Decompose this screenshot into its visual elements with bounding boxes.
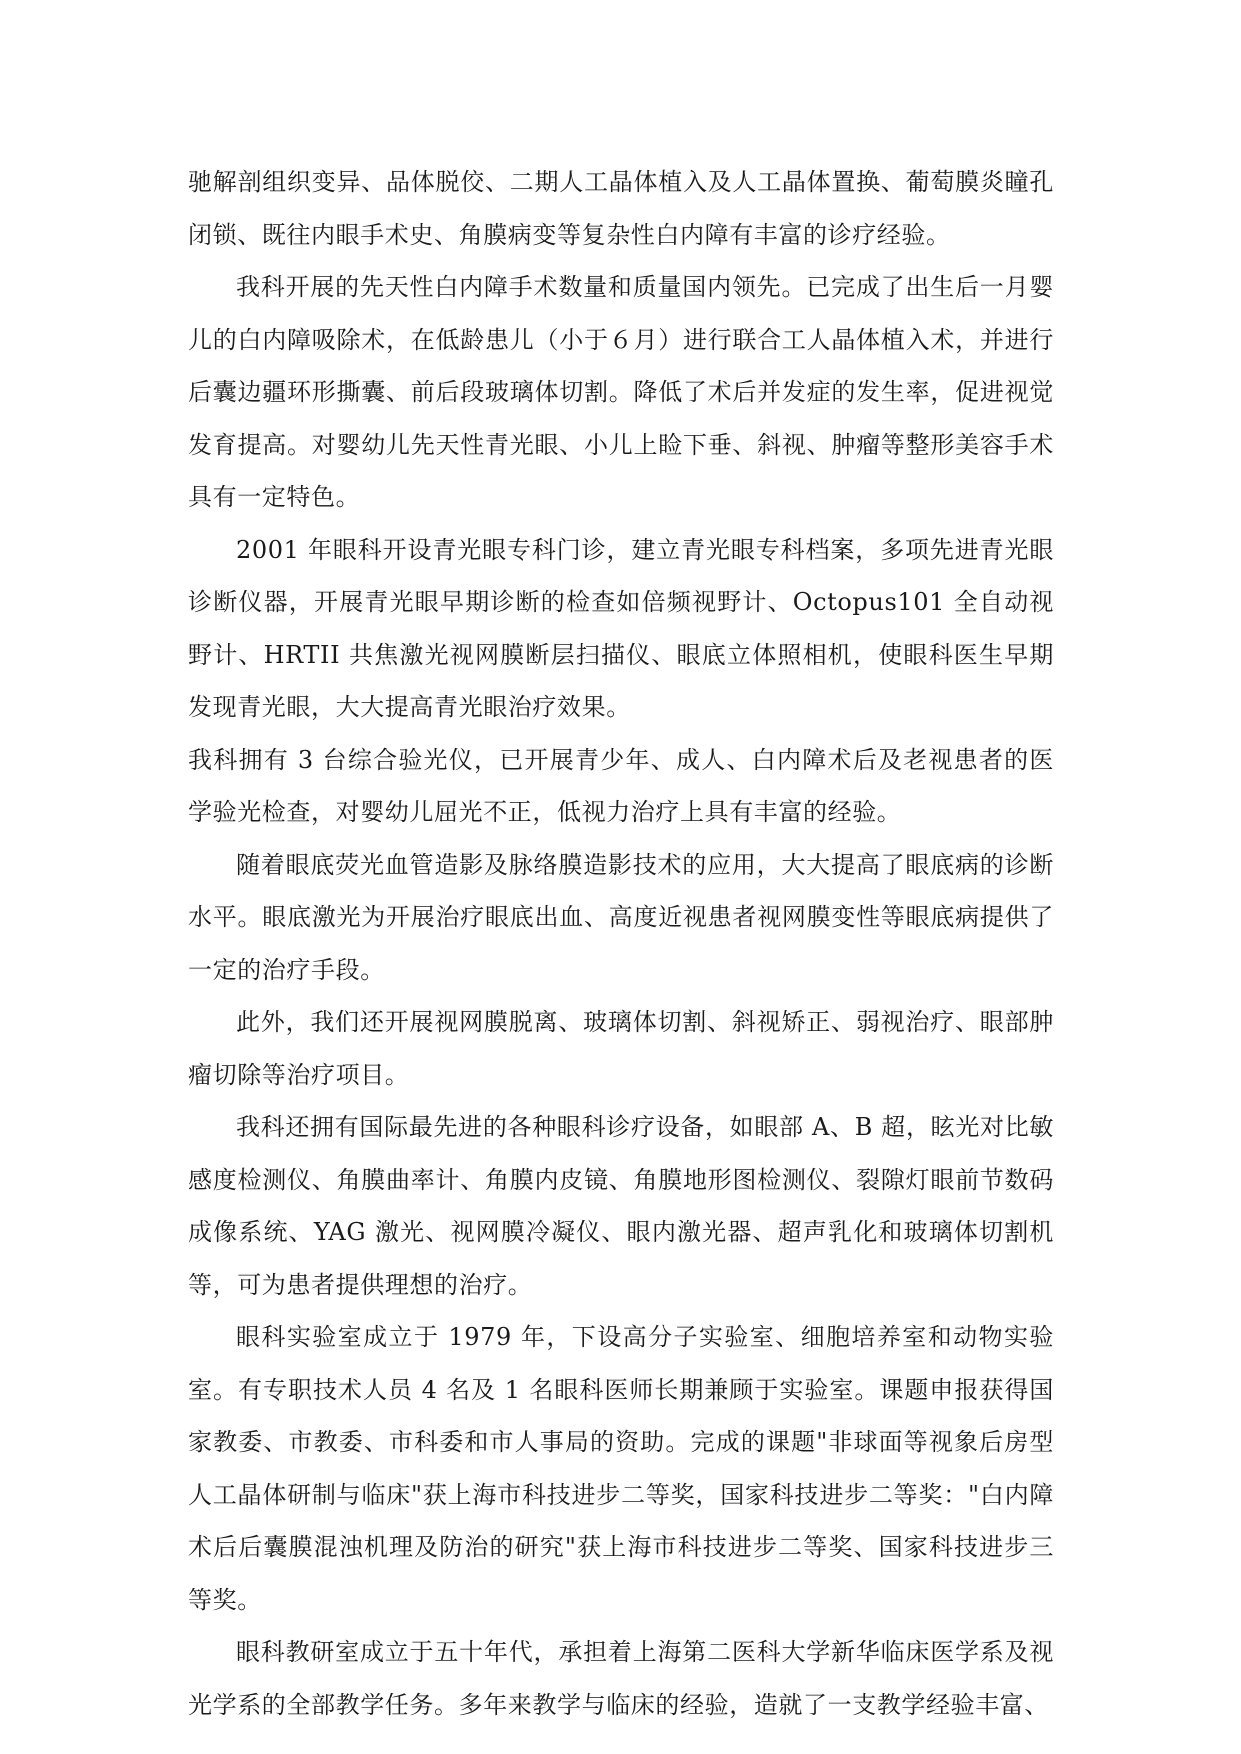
body-text (188, 156, 1054, 1731)
paragraph-complex-cataract: 驰解剖组织变异、品体脱佼、二期人工晶体植入及人工晶体置换、葡萄膜炎瞳孔闭锁、既往内眼手术史、角膜病变等复杂性白内障有丰富的诊疗经验。 (188, 168, 1054, 249)
paragraph-laboratory: 眼科实验室成立于 1979 年，下设高分子实验室、细胞培养室和动物实验室。有专职技术人员 4 名及 1 名眼科医师长期兼顾于实验室。课题申报获得国家教委、市教委、市科委和市人事局的资助。完成的课题"非球面等视象后房型人工晶体研制与临床"获上海市科技进步二等奖，国家科技进步二等奖："白内障术后后囊膜混浊机理及防治的研究"获上海市科技进步二等奖、国家科技进步三等奖。 (188, 1323, 1054, 1614)
paragraph-equipment: 我科还拥有国际最先进的各种眼科诊疗设备，如眼部 A、B 超，眩光对比敏感度检测仪、角膜曲率计、角膜内皮镜、角膜地形图检测仪、裂隙灯眼前节数码成像系统、YAG 激光、视网膜冷凝仪、眼内激光器、超声乳化和玻璃体切割机等，可为患者提供理想的治疗。 (188, 1113, 1054, 1299)
paragraph-glaucoma-clinic: 2001 年眼科开设青光眼专科门诊，建立青光眼专科档案，多项先进青光眼诊断仪器，开展青光眼早期诊断的检查如倍频视野计、Octopus101 全自动视野计、HRTII 共焦激光视网膜断层扫描仪、眼底立体照相机，使眼科医生早期发现青光眼，大大提高青光眼治疗效果。 (188, 535, 1054, 721)
paragraph-congenital-cataract: 我科开展的先天性白内障手术数量和质量国内领先。已完成了出生后一月婴儿的白内障吸除术，在低龄患儿（小于６月）进行联合工人晶体植入术，并进行后囊边疆环形撕囊、前后段玻璃体切割。降低了术后并发症的发生率，促进视觉发育提高。对婴幼儿先天性青光眼、小儿上睑下垂、斜视、肿瘤等整形美容手术具有一定特色。 (188, 273, 1054, 511)
paragraph-other-treatments: 此外，我们还开展视网膜脱离、玻璃体切割、斜视矫正、弱视治疗、眼部肿瘤切除等治疗项目。 (188, 1008, 1054, 1089)
paragraph-teaching: 眼科教研室成立于五十年代，承担着上海第二医科大学新华临床医学系及视光学系的全部教学任务。多年来教学与临床的经验，造就了一支教学经验丰富、 (188, 1638, 1054, 1719)
paragraph-fundus-diagnosis: 随着眼底荧光血管造影及脉络膜造影技术的应用，大大提高了眼底病的诊断水平。眼底激光为开展治疗眼底出血、高度近视患者视网膜变性等眼底病提供了一定的治疗手段。 (188, 850, 1054, 984)
paragraph-optometry: 我科拥有 3 台综合验光仪，已开展青少年、成人、白内障术后及老视患者的医学验光检查，对婴幼儿屈光不正，低视力治疗上具有丰富的经验。 (188, 745, 1054, 826)
